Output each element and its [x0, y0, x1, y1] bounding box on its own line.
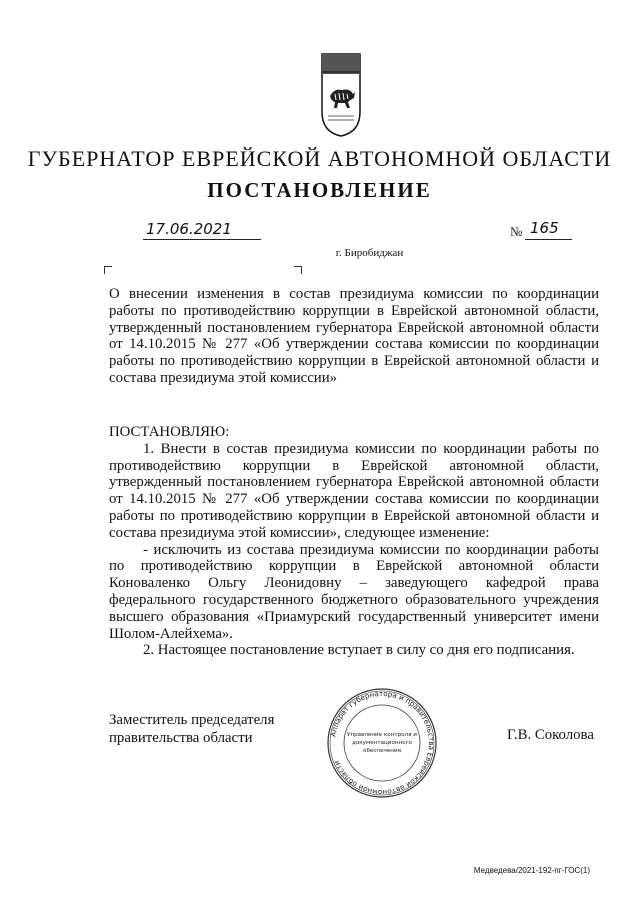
paragraph-1-line: работы по противодействию коррупции в Еврейской автономной области и [109, 507, 599, 524]
subject-block [109, 286, 599, 387]
signatory-name: Г.В. Соколова [507, 727, 594, 743]
amendment-line: Шолом-Алейхема». [109, 625, 234, 642]
subject-corner-left [104, 266, 112, 274]
footer-code: Медведева/2021-192-пг-ГОС(1) [473, 866, 590, 875]
signatory-role-line: правительства области [109, 730, 253, 746]
paragraph-1-line: утвержденный постановлением губернатора Еврейской автономной области [109, 474, 599, 491]
number-prefix: № [510, 224, 523, 239]
amendment-line: высшего образования «Приамурский государственный университет имени [109, 608, 599, 625]
amendment-line: Коноваленко Ольгу Леонидовну – заведующего кафедрой права [109, 575, 599, 592]
document-number: 165 [530, 219, 559, 237]
signatory-role [109, 711, 274, 747]
subject-line: состава президиума этой комиссии» [109, 369, 338, 386]
decree-word: ПОСТАНОВЛЯЮ: [109, 424, 230, 440]
paragraph-2: 2. Настоящее постановление вступает в силу со дня его подписания. [143, 642, 575, 659]
subject-line: работы по противодействию коррупции в Еврейской автономной области, [109, 302, 599, 319]
document-date: 17.06.2021 [146, 220, 232, 238]
decree-body [109, 424, 599, 659]
subject-corner-right [294, 266, 302, 274]
coat-of-arms-icon [320, 52, 362, 138]
paragraph-1-line: от 14.10.2015 № 277 «Об утверждении состава комиссии по координации [109, 491, 599, 508]
stamp-ring-text: Аппарат губернатора и правительства Еврейской автономной области [328, 688, 437, 798]
stamp-center-line: Управление контроля и [347, 732, 417, 738]
subject-line: утвержденный постановлением губернатора Еврейской автономной области [109, 319, 599, 336]
subject-line: О внесении изменения в состав президиума комиссии по координации [109, 286, 599, 302]
amendment-line: - исключить из состава президиума комиссии по координации работы [143, 541, 599, 558]
signatory-role-line: Заместитель председателя [109, 712, 275, 728]
stamp-center-line: документационного [352, 740, 412, 746]
stamp-center-line: обеспечения [363, 748, 401, 754]
paragraph-1-line: 1. Внести в состав президиума комиссии по координации работы по [143, 440, 599, 457]
official-stamp [323, 688, 441, 798]
city: г. Биробиджан [335, 247, 404, 259]
subject-line: работы по противодействию коррупции в Еврейской автономной области и [109, 353, 599, 370]
paragraph-1-line: состава президиума этой комиссии», следующее изменение: [109, 524, 490, 541]
subject-line: от 14.10.2015 № 277 «Об утверждении состава комиссии по координации [109, 336, 599, 353]
document-type: ПОСТАНОВЛЕНИЕ [207, 178, 432, 202]
issuing-authority: ГУБЕРНАТОР ЕВРЕЙСКОЙ АВТОНОМНОЙ ОБЛАСТИ [27, 146, 612, 171]
paragraph-1-line: противодействию коррупции в Еврейской автономной области, [109, 457, 599, 474]
amendment-line: по противодействию коррупции в Еврейской автономной области [109, 558, 599, 575]
amendment-line: федерального государственного бюджетного образовательного учреждения [109, 591, 599, 608]
